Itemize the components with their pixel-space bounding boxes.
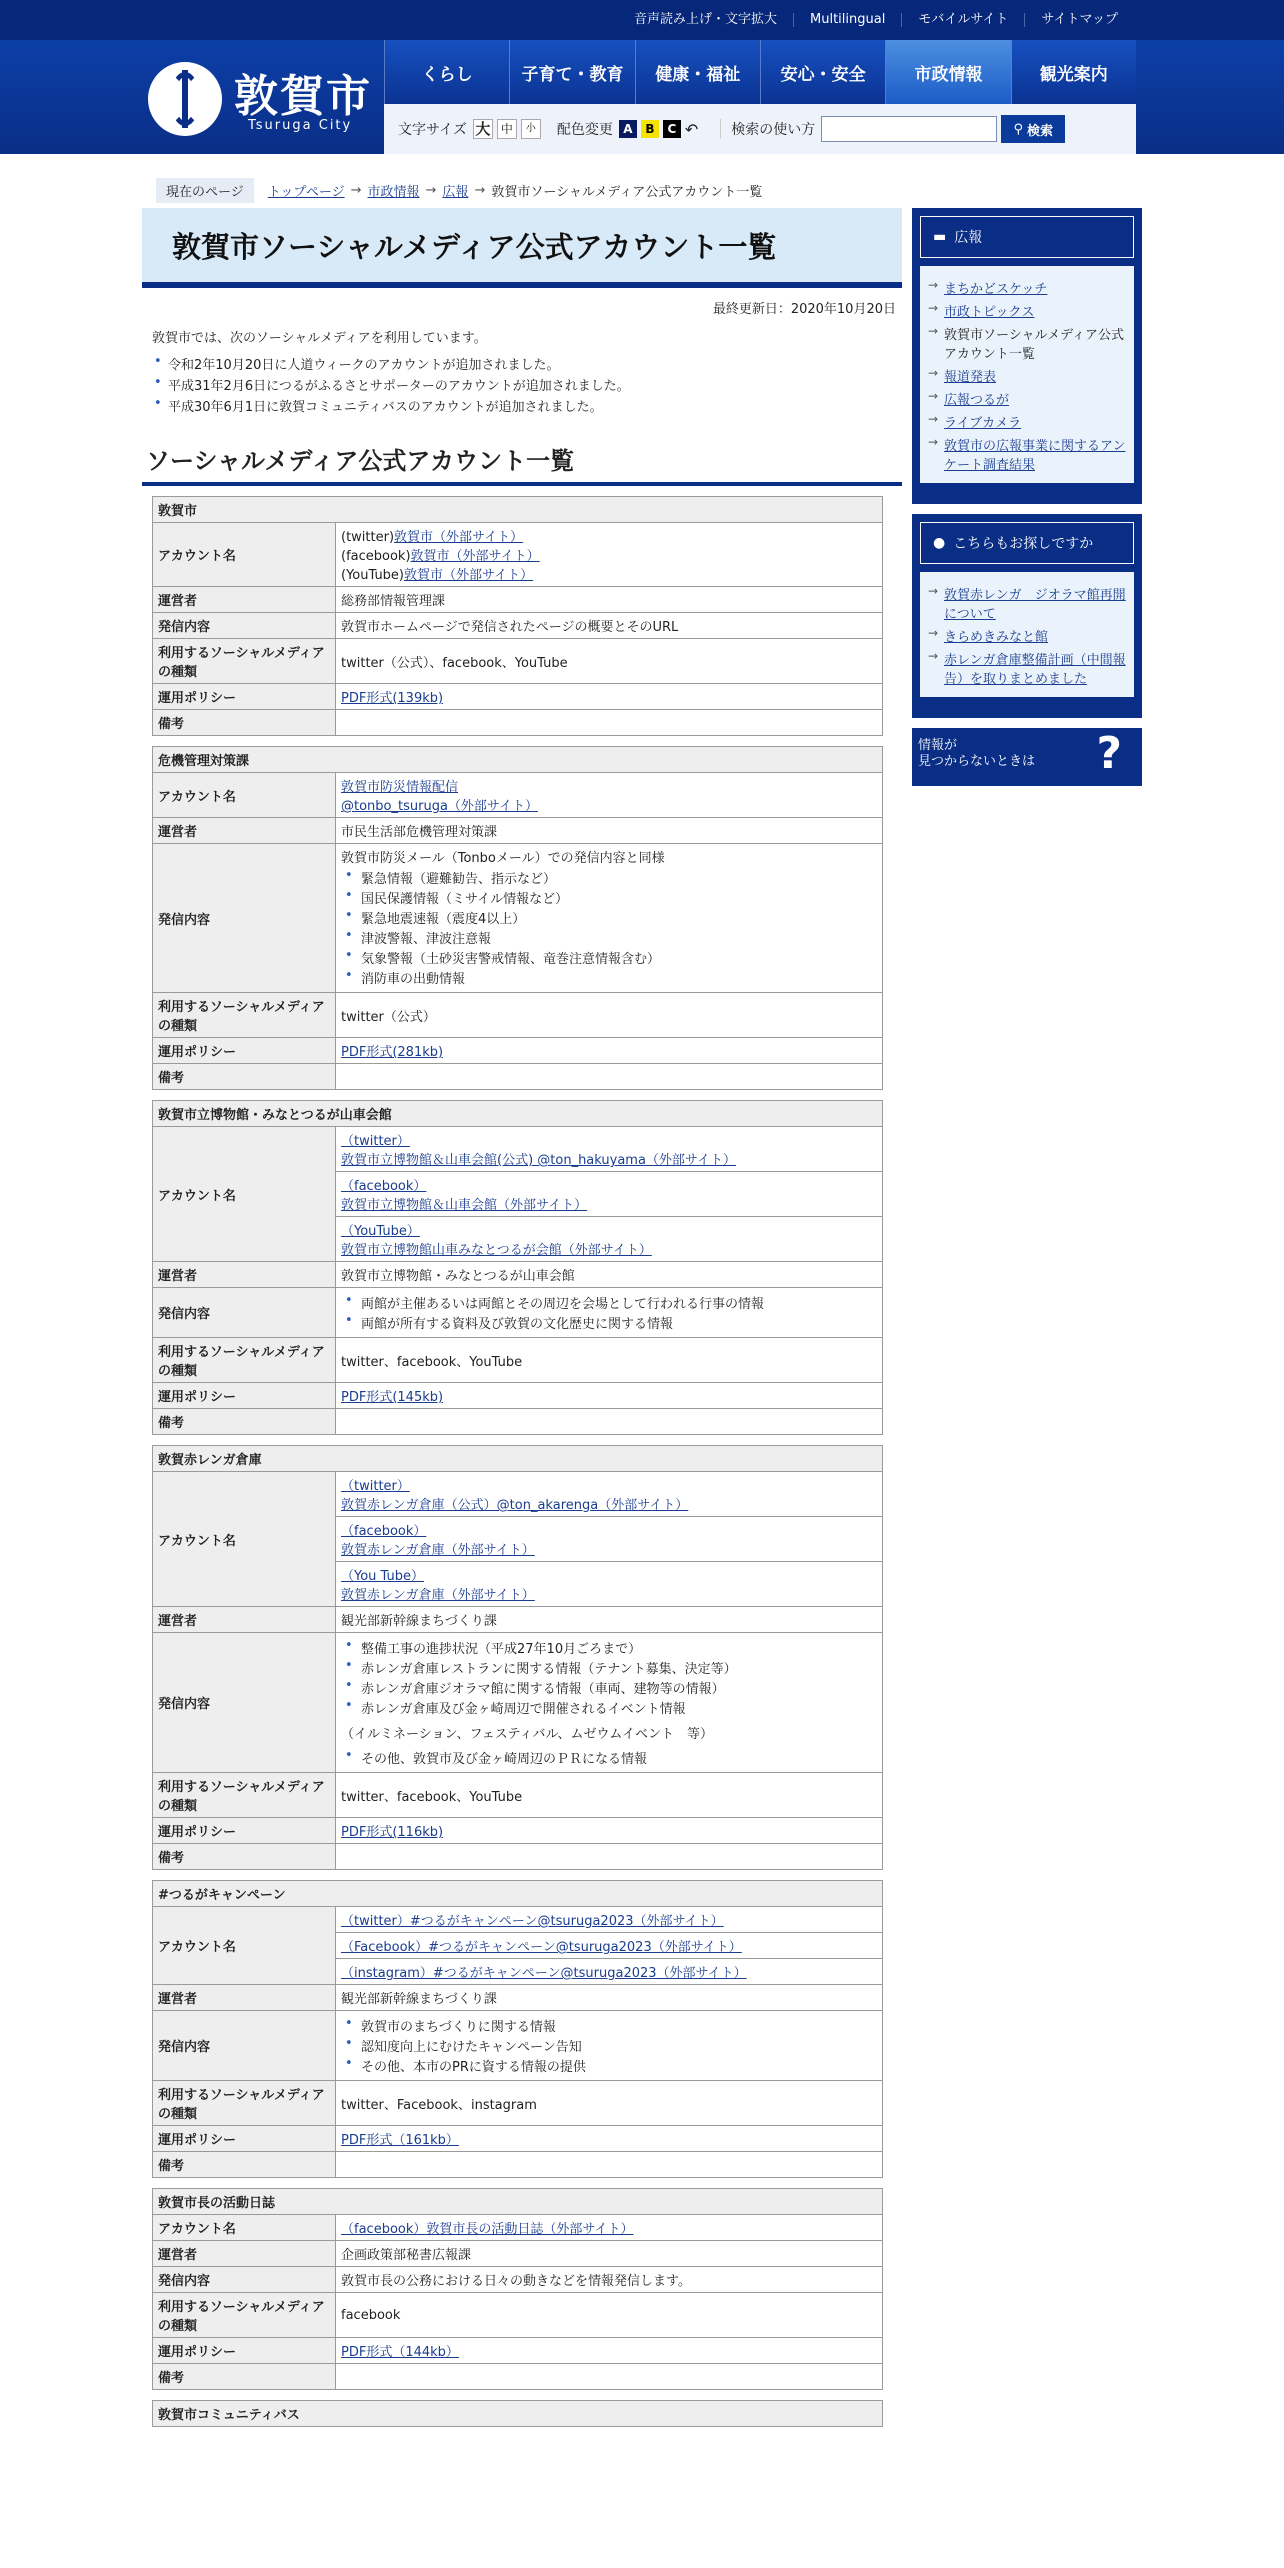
policy-cell bbox=[336, 2338, 883, 2364]
policy-cell bbox=[336, 1038, 883, 1064]
account-table bbox=[152, 1100, 883, 1435]
row-label-operator: 運営者 bbox=[153, 818, 336, 844]
account-line bbox=[341, 1130, 877, 1149]
row-label-media: 利用するソーシャルメディアの種類 bbox=[153, 1338, 336, 1383]
account-link[interactable]: 敦賀市（外部サイト） bbox=[404, 568, 534, 583]
sidebar-koho-link[interactable]: 報道発表 bbox=[944, 370, 997, 385]
table-row bbox=[153, 1409, 883, 1435]
search-button[interactable] bbox=[1001, 115, 1065, 143]
table-row bbox=[153, 1262, 883, 1288]
sidebar-related-list bbox=[920, 572, 1134, 697]
nav-kanko[interactable]: 観光案内 bbox=[1011, 40, 1136, 104]
sidebar-koho-link[interactable]: 広報つるが bbox=[944, 393, 1010, 408]
account-type: (YouTube) bbox=[341, 568, 405, 583]
content-cell: 敦賀市長の公務における日々の動きなどを情報発信します。 bbox=[336, 2267, 883, 2293]
account-cell bbox=[336, 1907, 883, 1933]
row-label-content: 発信内容 bbox=[153, 2011, 336, 2081]
note-cell bbox=[336, 2152, 883, 2178]
account-line bbox=[341, 1149, 877, 1168]
news-item: • 令和2年10月20日に人道ウィークのアカウントが追加されました。 bbox=[152, 354, 902, 373]
sidebar-koho-item[interactable] bbox=[928, 301, 1126, 320]
content-list-item: • その他、敦賀市及び金ヶ崎周辺のＰＲになる情報 bbox=[357, 1748, 877, 1767]
row-label-note: 備考 bbox=[153, 710, 336, 736]
breadcrumb-arrow-icon: → bbox=[425, 183, 437, 198]
link-sitemap[interactable]: サイトマップ bbox=[1024, 13, 1134, 27]
sidebar-related-link[interactable]: 赤レンガ倉庫整備計画（中間報告）を取りまとめました bbox=[944, 653, 1126, 687]
content-cell bbox=[336, 844, 883, 993]
sidebar-koho-header bbox=[920, 216, 1134, 258]
account-link[interactable]: @tonbo_tsuruga（外部サイト） bbox=[341, 799, 538, 814]
not-found-line: 情報が bbox=[918, 738, 958, 753]
table-row bbox=[153, 2011, 883, 2081]
row-label-content: 発信内容 bbox=[153, 844, 336, 993]
sidebar-koho-item[interactable] bbox=[928, 278, 1126, 297]
table-caption-row bbox=[153, 1446, 883, 1472]
content-list-item: • 津波警報、津波注意報 bbox=[357, 928, 877, 947]
media-cell: twitter、Facebook、instagram bbox=[336, 2081, 883, 2126]
policy-pdf-link[interactable]: PDF形式（161kb） bbox=[341, 2133, 459, 2148]
account-cell bbox=[336, 1517, 883, 1562]
sidebar-koho-list bbox=[920, 266, 1134, 483]
content-list bbox=[341, 1638, 877, 1717]
account-table bbox=[152, 1445, 883, 1870]
table-caption-row bbox=[153, 497, 883, 523]
account-cell bbox=[336, 2215, 883, 2241]
font-size-medium-button[interactable]: 中 bbox=[497, 119, 517, 139]
content-cell bbox=[336, 1633, 883, 1773]
content-list-item: • 赤レンガ倉庫及び金ヶ崎周辺で開催されるイベント情報 bbox=[357, 1698, 877, 1717]
account-link[interactable]: 敦賀市防災情報配信 bbox=[341, 780, 459, 795]
table-row bbox=[153, 993, 883, 1038]
main-content bbox=[142, 208, 902, 2427]
content-cell bbox=[336, 2011, 883, 2081]
account-line bbox=[341, 564, 877, 583]
nav-kenko[interactable]: 健康・福祉 bbox=[635, 40, 760, 104]
breadcrumb-current: 敦賀市ソーシャルメディア公式アカウント一覧 bbox=[491, 185, 763, 200]
table-caption: 敦賀赤レンガ倉庫 bbox=[153, 1446, 883, 1472]
link-mobile-site[interactable]: モバイルサイト bbox=[901, 13, 1024, 27]
table-row bbox=[153, 818, 883, 844]
note-cell bbox=[336, 2364, 883, 2390]
row-label-note: 備考 bbox=[153, 2152, 336, 2178]
breadcrumb-koho[interactable]: 広報 bbox=[442, 185, 469, 200]
table-row bbox=[153, 1844, 883, 1870]
account-line bbox=[341, 1239, 877, 1258]
font-size-large-button[interactable]: 大 bbox=[473, 119, 493, 139]
sidebar-koho-title: 広報 bbox=[954, 230, 983, 246]
account-type-link[interactable]: （YouTube） bbox=[341, 1224, 420, 1239]
row-label-account: アカウント名 bbox=[153, 1907, 336, 1985]
table-caption-row bbox=[153, 1101, 883, 1127]
table-row bbox=[153, 2241, 883, 2267]
account-tables bbox=[142, 496, 902, 2427]
table-row bbox=[153, 1338, 883, 1383]
account-cell bbox=[336, 1127, 883, 1172]
row-label-media: 利用するソーシャルメディアの種類 bbox=[153, 639, 336, 684]
content-list-item: • 気象警報（土砂災害警戒情報、竜巻注意情報含む） bbox=[357, 948, 877, 967]
row-label-content: 発信内容 bbox=[153, 613, 336, 639]
not-found-banner[interactable] bbox=[912, 728, 1142, 786]
table-row bbox=[153, 587, 883, 613]
table-row bbox=[153, 1607, 883, 1633]
sidebar-koho-item[interactable] bbox=[928, 389, 1126, 408]
site-header bbox=[0, 40, 1284, 154]
account-link[interactable]: 敦賀市立博物館＆山車会館(公式) @ton_hakuyama（外部サイト） bbox=[341, 1153, 737, 1168]
content-list-item: • 整備工事の進捗状況（平成27年10月ごろまで） bbox=[357, 1638, 877, 1657]
utility-links bbox=[618, 0, 1134, 40]
table-caption-row bbox=[153, 2401, 883, 2427]
sidebar-koho-current: 敦賀市ソーシャルメディア公式アカウント一覧 bbox=[944, 328, 1125, 362]
person-icon: ● bbox=[933, 535, 946, 551]
content-list bbox=[341, 868, 877, 987]
note-cell bbox=[336, 1064, 883, 1090]
account-table bbox=[152, 496, 883, 736]
sidebar-koho-box bbox=[912, 208, 1142, 504]
account-line bbox=[341, 545, 877, 564]
nav-kurashi[interactable]: くらし bbox=[384, 40, 509, 104]
table-row bbox=[153, 1907, 883, 1933]
intro-text: 敦賀市では、次のソーシャルメディアを利用しています。 bbox=[152, 331, 487, 346]
sidebar bbox=[912, 208, 1142, 786]
global-nav bbox=[384, 40, 1136, 104]
breadcrumb bbox=[156, 178, 762, 203]
row-label-operator: 運営者 bbox=[153, 2241, 336, 2267]
account-type-link[interactable]: （facebook） bbox=[341, 1524, 427, 1539]
logo-sub: Tsuruga City bbox=[248, 118, 353, 133]
news-item: • 平成30年6月1日に敦賀コミュニティバスのアカウントが追加されました。 bbox=[152, 396, 902, 415]
table-row bbox=[153, 1985, 883, 2011]
row-label-policy: 運用ポリシー bbox=[153, 1818, 336, 1844]
row-label-operator: 運営者 bbox=[153, 587, 336, 613]
row-label-media: 利用するソーシャルメディアの種類 bbox=[153, 1773, 336, 1818]
row-label-media: 利用するソーシャルメディアの種類 bbox=[153, 2081, 336, 2126]
row-label-account: アカウント名 bbox=[153, 1127, 336, 1262]
sidebar-related-link[interactable]: 敦賀赤レンガ ジオラマ館再開について bbox=[944, 588, 1126, 622]
account-cell bbox=[336, 773, 883, 818]
table-row bbox=[153, 2338, 883, 2364]
nav-shisei[interactable]: 市政情報 bbox=[885, 40, 1010, 104]
account-table bbox=[152, 2188, 883, 2390]
content-note: （イルミネーション、フェスティバル、ムゼウムイベント 等） bbox=[341, 1727, 714, 1742]
policy-pdf-link[interactable]: PDF形式（144kb） bbox=[341, 2345, 459, 2360]
table-row bbox=[153, 1038, 883, 1064]
table-caption: 敦賀市コミュニティバス bbox=[153, 2401, 883, 2427]
table-row bbox=[153, 844, 883, 993]
row-label-account: アカウント名 bbox=[153, 1472, 336, 1607]
link-voice-reading[interactable]: 音声読み上げ・文字拡大 bbox=[634, 12, 778, 27]
sidebar-koho-link[interactable]: まちかどスケッチ bbox=[944, 282, 1048, 297]
sidebar-koho-item[interactable] bbox=[928, 412, 1126, 431]
account-line bbox=[341, 776, 877, 795]
row-label-media: 利用するソーシャルメディアの種類 bbox=[153, 2293, 336, 2338]
search-icon: ⚲ bbox=[1013, 121, 1024, 137]
table-caption: 敦賀市立博物館・みなとつるが山車会館 bbox=[153, 1101, 883, 1127]
media-cell: facebook bbox=[336, 2293, 883, 2338]
tool-bar bbox=[384, 104, 1136, 154]
table-row bbox=[153, 1383, 883, 1409]
table-row bbox=[153, 1127, 883, 1172]
row-label-policy: 運用ポリシー bbox=[153, 2126, 336, 2152]
account-cell bbox=[336, 1217, 883, 1262]
account-line bbox=[341, 1475, 877, 1494]
breadcrumb-arrow-icon: → bbox=[350, 183, 362, 198]
policy-cell bbox=[336, 1818, 883, 1844]
sidebar-related-link[interactable]: きらめきみなと館 bbox=[944, 630, 1049, 645]
note-cell bbox=[336, 710, 883, 736]
table-row bbox=[153, 1818, 883, 1844]
reset-icon[interactable]: ↶ bbox=[684, 119, 699, 139]
row-label-account: アカウント名 bbox=[153, 2215, 336, 2241]
operator-cell: 市民生活部危機管理対策課 bbox=[336, 818, 883, 844]
sidebar-related-item[interactable] bbox=[928, 649, 1126, 687]
font-size-small-button[interactable]: 小 bbox=[521, 119, 541, 139]
content-list-item: • 国民保護情報（ミサイル情報など） bbox=[357, 888, 877, 907]
table-row bbox=[153, 2293, 883, 2338]
account-line bbox=[341, 1175, 877, 1194]
row-label-content: 発信内容 bbox=[153, 1288, 336, 1338]
account-line bbox=[341, 1565, 877, 1584]
account-cell bbox=[336, 1959, 883, 1985]
sidebar-related-item[interactable] bbox=[928, 584, 1126, 622]
table-row bbox=[153, 613, 883, 639]
table-row bbox=[153, 2126, 883, 2152]
table-caption: 敦賀市長の活動日誌 bbox=[153, 2189, 883, 2215]
nav-kosodate[interactable]: 子育て・教育 bbox=[509, 40, 634, 104]
account-line bbox=[341, 1220, 877, 1239]
content-list-item: • 赤レンガ倉庫ジオラマ館に関する情報（車両、建物等の情報） bbox=[357, 1678, 877, 1697]
account-type: (facebook) bbox=[341, 549, 411, 564]
logo-name: 敦賀市 bbox=[234, 71, 372, 122]
row-label-note: 備考 bbox=[153, 1844, 336, 1870]
account-cell bbox=[336, 523, 883, 587]
account-table bbox=[152, 1880, 883, 2178]
sidebar-related-header bbox=[920, 522, 1134, 564]
account-cell bbox=[336, 1472, 883, 1517]
account-table bbox=[152, 2400, 883, 2427]
policy-pdf-link[interactable]: PDF形式(281kb) bbox=[341, 1045, 444, 1060]
content-cell: 敦賀市ホームページで発信されたページの概要とそのURL bbox=[336, 613, 883, 639]
color-change-label: 配色変更 bbox=[556, 122, 613, 138]
row-label-media: 利用するソーシャルメディアの種類 bbox=[153, 993, 336, 1038]
color-yellow-button[interactable]: B bbox=[641, 120, 659, 138]
news-item: • 平成31年2月6日につるがふるさとサポーターのアカウントが追加されました。 bbox=[152, 375, 902, 394]
search-button-label: 検索 bbox=[1027, 123, 1054, 139]
table-row bbox=[153, 1773, 883, 1818]
folder-icon: ▬ bbox=[933, 229, 947, 245]
row-label-account: アカウント名 bbox=[153, 523, 336, 587]
account-link[interactable]: （facebook）敦賀市長の活動日誌（外部サイト） bbox=[341, 2222, 634, 2237]
breadcrumb-arrow-icon: → bbox=[474, 183, 486, 198]
account-line bbox=[341, 1194, 877, 1213]
account-link[interactable]: 敦賀赤レンガ倉庫（公式）@ton_akarenga（外部サイト） bbox=[341, 1498, 689, 1513]
sidebar-koho-link[interactable]: 市政トピックス bbox=[944, 305, 1035, 320]
content-list bbox=[341, 1748, 877, 1767]
row-label-policy: 運用ポリシー bbox=[153, 1038, 336, 1064]
table-row bbox=[153, 523, 883, 587]
account-type-link[interactable]: （twitter） bbox=[341, 1479, 410, 1494]
row-label-account: アカウント名 bbox=[153, 773, 336, 818]
news-list bbox=[152, 354, 902, 415]
operator-cell: 企画政策部秘書広報課 bbox=[336, 2241, 883, 2267]
row-label-policy: 運用ポリシー bbox=[153, 1383, 336, 1409]
media-cell: twitter、facebook、YouTube bbox=[336, 1773, 883, 1818]
account-line bbox=[341, 1539, 877, 1558]
sidebar-koho-item[interactable] bbox=[928, 435, 1126, 473]
row-label-operator: 運営者 bbox=[153, 1985, 336, 2011]
account-link[interactable]: 敦賀赤レンガ倉庫（外部サイト） bbox=[341, 1588, 535, 1603]
color-black-button[interactable]: C bbox=[663, 120, 681, 138]
content-list bbox=[341, 1293, 877, 1332]
table-row bbox=[153, 2215, 883, 2241]
sidebar-koho-link[interactable]: ライブカメラ bbox=[944, 416, 1022, 431]
table-row bbox=[153, 2267, 883, 2293]
table-caption: 危機管理対策課 bbox=[153, 747, 883, 773]
question-icon: ? bbox=[1096, 728, 1122, 779]
table-caption: #つるがキャンペーン bbox=[153, 1881, 883, 1907]
last-updated: 最終更新日：2020年10月20日 bbox=[712, 302, 896, 317]
account-link[interactable]: 敦賀市立博物館山車みなとつるが会館（外部サイト） bbox=[341, 1243, 652, 1258]
content-text: 敦賀市防災メール（Tonboメール）での発信内容と同様 bbox=[341, 851, 665, 866]
table-row bbox=[153, 1288, 883, 1338]
row-label-content: 発信内容 bbox=[153, 2267, 336, 2293]
account-link[interactable]: （twitter）#つるがキャンペーン@tsuruga2023（外部サイト） bbox=[341, 1914, 724, 1929]
row-label-operator: 運営者 bbox=[153, 1607, 336, 1633]
table-row bbox=[153, 639, 883, 684]
search-input[interactable] bbox=[821, 116, 997, 142]
content-list-item: • 緊急地震速報（震度4以上） bbox=[357, 908, 877, 927]
table-row bbox=[153, 1472, 883, 1517]
media-cell: twitter、facebook、YouTube bbox=[336, 1338, 883, 1383]
sidebar-koho-item bbox=[928, 324, 1126, 362]
content-list-item: • その他、本市のPRに資する情報の提供 bbox=[357, 2056, 877, 2075]
account-table bbox=[152, 746, 883, 1090]
nav-anshin[interactable]: 安心・安全 bbox=[760, 40, 885, 104]
policy-pdf-link[interactable]: PDF形式(139kb) bbox=[341, 691, 444, 706]
top-utility-bar bbox=[0, 0, 1284, 40]
note-cell bbox=[336, 1844, 883, 1870]
not-found-line: 見つからないときは bbox=[918, 754, 1036, 769]
sidebar-related-box bbox=[912, 514, 1142, 718]
row-label-policy: 運用ポリシー bbox=[153, 684, 336, 710]
sidebar-koho-link[interactable]: 敦賀市の広報事業に関するアンケート調査結果 bbox=[944, 439, 1126, 473]
account-link[interactable]: 敦賀市立博物館＆山車会館（外部サイト） bbox=[341, 1198, 588, 1213]
account-link[interactable]: 敦賀市（外部サイト） bbox=[410, 549, 540, 564]
city-emblem-icon bbox=[148, 62, 222, 136]
account-type-link[interactable]: （facebook） bbox=[341, 1179, 427, 1194]
font-size-label: 文字サイズ bbox=[398, 122, 467, 138]
policy-pdf-link[interactable]: PDF形式(116kb) bbox=[341, 1825, 444, 1840]
content-list-item: • 認知度向上にむけたキャンペーン告知 bbox=[357, 2036, 877, 2055]
operator-cell: 敦賀市立博物館・みなとつるが山車会館 bbox=[336, 1262, 883, 1288]
account-link[interactable]: 敦賀市（外部サイト） bbox=[394, 530, 524, 545]
account-line bbox=[341, 1584, 877, 1603]
media-cell: twitter（公式） bbox=[336, 993, 883, 1038]
table-row bbox=[153, 2081, 883, 2126]
policy-cell bbox=[336, 1383, 883, 1409]
sidebar-related-item[interactable] bbox=[928, 626, 1126, 645]
content-cell bbox=[336, 1288, 883, 1338]
row-label-content: 発信内容 bbox=[153, 1633, 336, 1773]
table-row bbox=[153, 1064, 883, 1090]
content-list-item: • 消防車の出動情報 bbox=[357, 968, 877, 987]
operator-cell: 総務部情報管理課 bbox=[336, 587, 883, 613]
table-caption-row bbox=[153, 1881, 883, 1907]
content-list-item: • 両館が所有する資料及び敦賀の文化歴史に関する情報 bbox=[357, 1313, 877, 1332]
account-line bbox=[341, 526, 877, 545]
policy-cell bbox=[336, 684, 883, 710]
account-cell bbox=[336, 1172, 883, 1217]
row-label-note: 備考 bbox=[153, 1409, 336, 1435]
content-list bbox=[341, 2016, 877, 2075]
table-caption: 敦賀市 bbox=[153, 497, 883, 523]
table-row bbox=[153, 2152, 883, 2178]
color-blue-button[interactable]: A bbox=[619, 120, 637, 138]
account-link[interactable]: （Facebook）#つるがキャンペーン@tsuruga2023（外部サイト） bbox=[341, 1940, 742, 1955]
row-label-note: 備考 bbox=[153, 2364, 336, 2390]
content-list-item: • 敦賀市のまちづくりに関する情報 bbox=[357, 2016, 877, 2035]
account-link[interactable]: 敦賀赤レンガ倉庫（外部サイト） bbox=[341, 1543, 535, 1558]
table-row bbox=[153, 710, 883, 736]
content-list-item: • 両館が主催あるいは両館とその周辺を会場として行われる行事の情報 bbox=[357, 1293, 877, 1312]
sidebar-related-title: こちらもお探しですか bbox=[953, 536, 1094, 552]
row-label-note: 備考 bbox=[153, 1064, 336, 1090]
breadcrumb-top[interactable]: トップページ bbox=[267, 185, 345, 200]
table-row bbox=[153, 684, 883, 710]
account-line bbox=[341, 1494, 877, 1513]
row-label-operator: 運営者 bbox=[153, 1262, 336, 1288]
note-cell bbox=[336, 1409, 883, 1435]
link-multilingual[interactable]: Multilingual bbox=[793, 13, 901, 27]
table-row bbox=[153, 2364, 883, 2390]
operator-cell: 観光部新幹線まちづくり課 bbox=[336, 1985, 883, 2011]
account-cell bbox=[336, 1562, 883, 1607]
row-label-policy: 運用ポリシー bbox=[153, 2338, 336, 2364]
account-type-link[interactable]: （twitter） bbox=[341, 1134, 410, 1149]
policy-pdf-link[interactable]: PDF形式(145kb) bbox=[341, 1390, 444, 1405]
table-caption-row bbox=[153, 747, 883, 773]
page-title: 敦賀市ソーシャルメディア公式アカウント一覧 bbox=[142, 208, 902, 288]
breadcrumb-shisei[interactable]: 市政情報 bbox=[367, 185, 420, 200]
policy-cell bbox=[336, 2126, 883, 2152]
sidebar-koho-item[interactable] bbox=[928, 366, 1126, 385]
content-list-item: • 赤レンガ倉庫レストランに関する情報（テナント募集、決定等） bbox=[357, 1658, 877, 1677]
account-link[interactable]: （instagram）#つるがキャンペーン@tsuruga2023（外部サイト） bbox=[341, 1966, 747, 1981]
table-row bbox=[153, 773, 883, 818]
account-line bbox=[341, 795, 877, 814]
search-help-link[interactable]: 検索の使い方 bbox=[720, 119, 815, 139]
breadcrumb-here-label: 現在のページ bbox=[156, 178, 254, 203]
account-type: (twitter) bbox=[341, 530, 395, 545]
account-type-link[interactable]: （You Tube） bbox=[341, 1569, 424, 1584]
account-line bbox=[341, 1520, 877, 1539]
table-caption-row bbox=[153, 2189, 883, 2215]
operator-cell: 観光部新幹線まちづくり課 bbox=[336, 1607, 883, 1633]
content-list-item: • 緊急情報（避難勧告、指示など） bbox=[357, 868, 877, 887]
section-heading: ソーシャルメディア公式アカウント一覧 bbox=[142, 441, 902, 486]
account-cell bbox=[336, 1933, 883, 1959]
site-logo[interactable] bbox=[148, 60, 384, 140]
not-found-text bbox=[918, 738, 1035, 770]
media-cell: twitter（公式）、facebook、YouTube bbox=[336, 639, 883, 684]
table-row bbox=[153, 1633, 883, 1773]
